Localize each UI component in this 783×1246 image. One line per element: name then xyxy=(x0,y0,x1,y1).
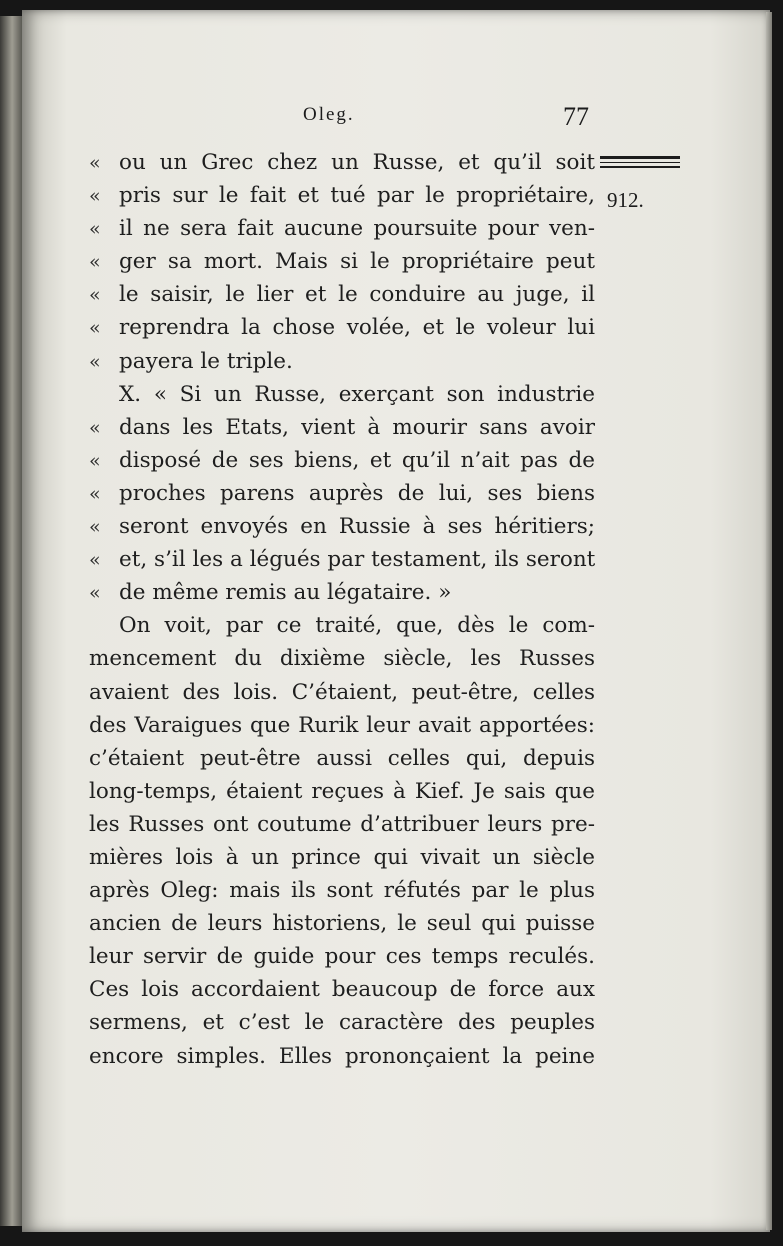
text-line xyxy=(89,212,595,245)
line-text: le saisir, le lier et le conduire au juge, il xyxy=(119,282,595,308)
quotation-mark: « xyxy=(89,185,101,208)
text-line xyxy=(89,311,595,344)
quotation-mark: « xyxy=(89,317,101,340)
line-text: les Russes ont coutume d’attribuer leurs pre- xyxy=(89,811,595,837)
line-text: mencement du dixième siècle, les Russes xyxy=(89,646,595,672)
line-text: encore simples. Elles prononçaient la peine xyxy=(89,1043,595,1069)
text-line xyxy=(89,973,595,1006)
quotation-mark: « xyxy=(89,350,101,373)
quotation-mark: « xyxy=(89,482,101,505)
text-line xyxy=(89,378,595,411)
quotation-mark: « xyxy=(89,416,101,439)
line-text: de même remis au légataire. » xyxy=(119,580,452,606)
quotation-mark: « xyxy=(89,449,101,472)
margin-year-note: 912. xyxy=(607,188,644,212)
text-line xyxy=(89,775,595,808)
line-text: leur servir de guide pour ces temps reculés. xyxy=(89,944,595,970)
line-text: payera le triple. xyxy=(119,348,293,374)
line-text: ou un Grec chez un Russe, et qu’il soit xyxy=(119,150,595,175)
page-fore-edge xyxy=(766,12,772,1230)
quotation-mark: « xyxy=(89,152,101,174)
text-line xyxy=(89,1006,595,1039)
line-text: disposé de ses biens, et qu’il n’ait pas de xyxy=(119,447,595,473)
line-text: après Oleg: mais ils sont réfutés par le plus xyxy=(89,878,595,904)
text-line xyxy=(89,444,595,477)
text-line xyxy=(89,742,595,775)
text-line xyxy=(89,642,595,675)
quotation-mark: « xyxy=(89,218,101,241)
text-line xyxy=(89,907,595,940)
facing-page-edge xyxy=(0,16,22,1226)
line-text: il ne sera fait aucune poursuite pour ven- xyxy=(119,216,595,242)
text-line xyxy=(89,709,595,742)
quotation-mark: « xyxy=(89,549,101,572)
running-title: Oleg. xyxy=(303,104,355,125)
line-text: des Varaigues que Rurik leur avait apportées: xyxy=(89,712,595,738)
line-text: long-temps, étaient reçues à Kief. Je sais que xyxy=(89,778,595,804)
text-line xyxy=(89,477,595,510)
line-text: ancien de leurs historiens, le seul qui puisse xyxy=(89,911,595,937)
quotation-mark: « xyxy=(89,582,101,605)
margin-rule-ornament xyxy=(600,154,680,170)
text-line xyxy=(89,808,595,841)
line-text: avaient des lois. C’étaient, peut-être, celles xyxy=(89,679,595,705)
text-line xyxy=(89,609,595,642)
line-text: pris sur le fait et tué par le propriétaire, xyxy=(119,183,595,209)
text-line xyxy=(89,179,595,212)
line-text: sermens, et c’est le caractère des peuples xyxy=(89,1010,595,1036)
text-line xyxy=(89,245,595,278)
line-text: X. « Si un Russe, exerçant son industrie xyxy=(119,381,595,407)
quotation-mark: « xyxy=(89,516,101,539)
text-line xyxy=(89,940,595,973)
line-text: dans les Etats, vient à mourir sans avoir xyxy=(119,414,595,440)
text-line xyxy=(89,278,595,311)
text-line xyxy=(89,1040,595,1073)
quotation-mark: « xyxy=(89,251,101,274)
text-line xyxy=(89,841,595,874)
line-text: ger sa mort. Mais si le propriétaire peut xyxy=(119,249,595,275)
line-text: mières lois à un prince qui vivait un siècle xyxy=(89,844,595,870)
text-line xyxy=(89,411,595,444)
text-line xyxy=(89,676,595,709)
line-text: c’étaient peut-être aussi celles qui, depuis xyxy=(89,745,595,771)
quotation-mark: « xyxy=(89,284,101,307)
line-text: seront envoyés en Russie à ses héritiers; xyxy=(119,514,595,540)
body-text xyxy=(89,146,595,1073)
text-line xyxy=(89,576,595,609)
text-line xyxy=(89,345,595,378)
text-line xyxy=(89,146,595,179)
text-line xyxy=(89,874,595,907)
line-text: et, s’il les a légués par testament, ils seront xyxy=(119,547,595,573)
text-line xyxy=(89,543,595,576)
line-text: Ces lois accordaient beaucoup de force aux xyxy=(89,977,595,1003)
line-text: On voit, par ce traité, que, dès le com- xyxy=(119,613,595,639)
page-number: 77 xyxy=(563,102,589,131)
text-line xyxy=(89,510,595,543)
line-text: proches parens auprès de lui, ses biens xyxy=(119,480,595,506)
line-text: reprendra la chose volée, et le voleur lui xyxy=(119,315,595,341)
